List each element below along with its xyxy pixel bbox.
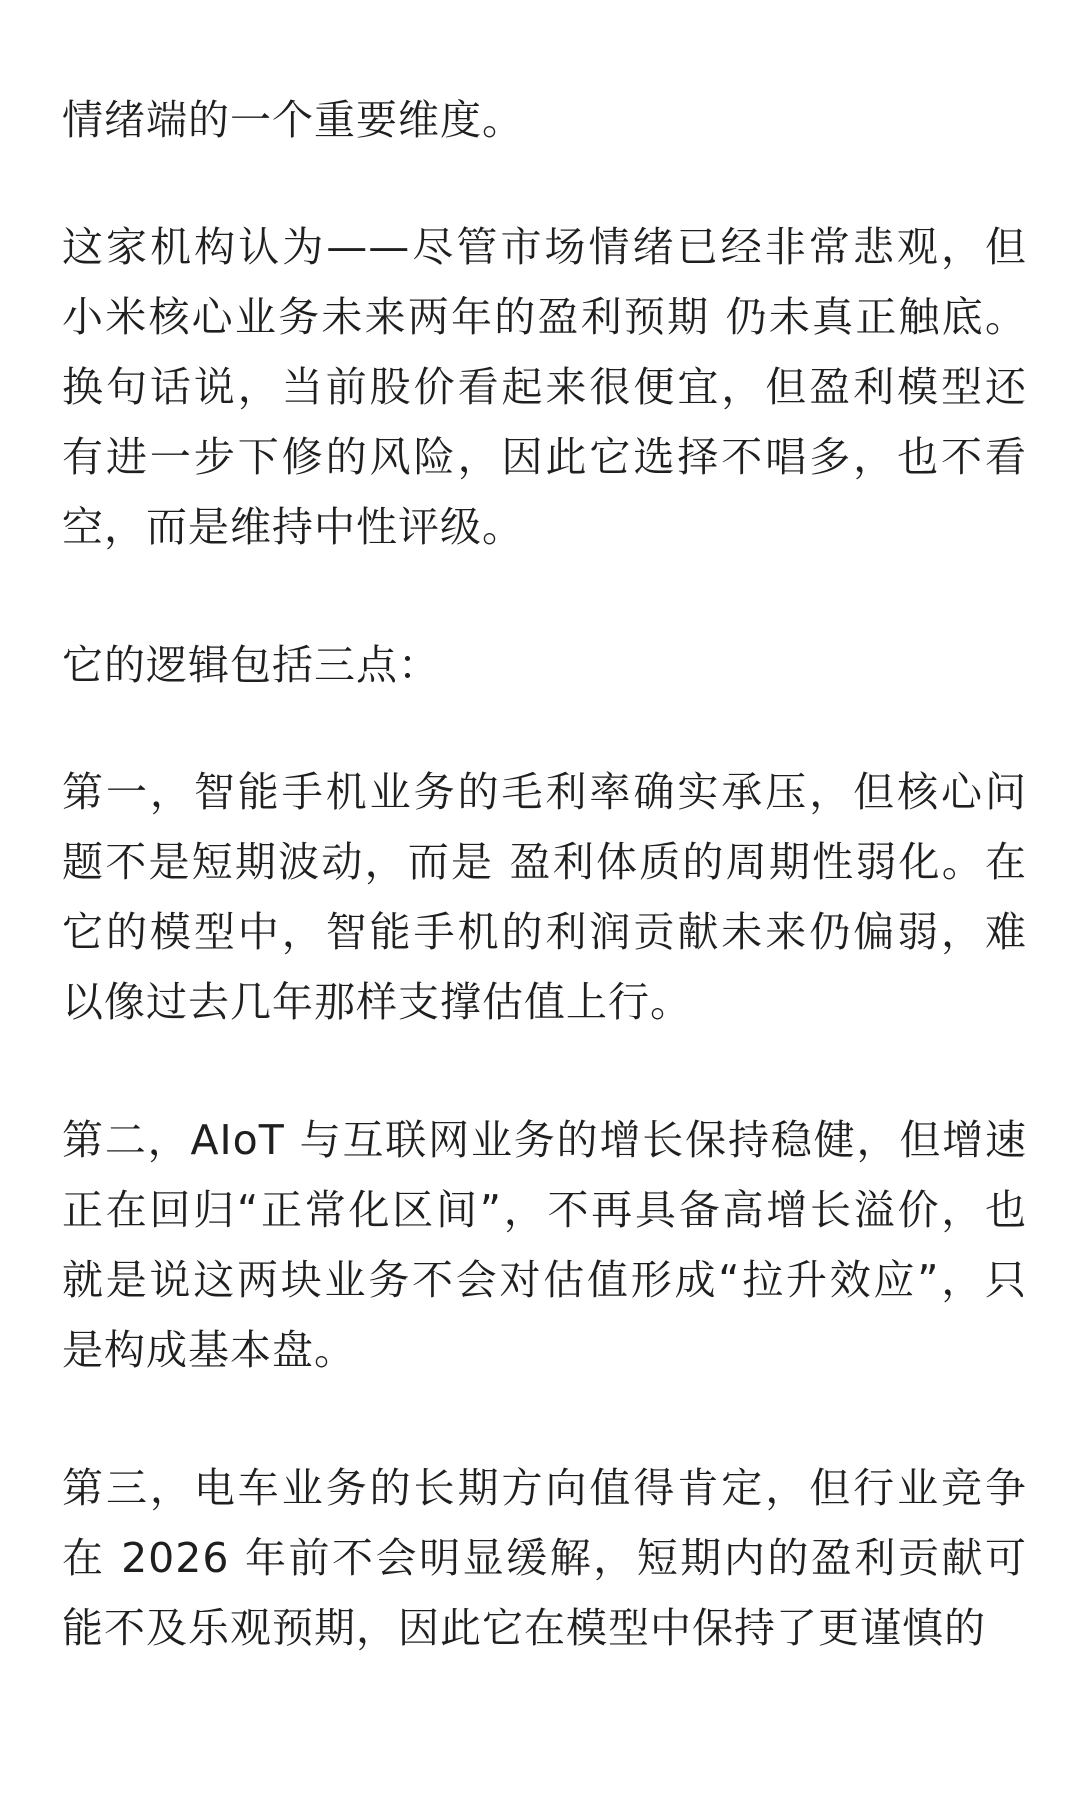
paragraph-institution-view: 这家机构认为——尽管市场情绪已经非常悲观，但小米核心业务未来两年的盈利预期 仍未真正触底。换句话说，当前股价看起来很便宜，但盈利模型还有进一步下修的风险，因此它选择不唱多，也不看空，而是维持中性评级。 — [62, 223, 1027, 551]
paragraph-point-three: 第三，电车业务的长期方向值得肯定，但行业竞争在 2026 年前不会明显缓解，短期内的盈利贡献可能不及乐观预期，因此它在模型中保持了更谨慎的 — [62, 1464, 1027, 1652]
paragraph-logic-heading: 它的逻辑包括三点： — [62, 641, 440, 689]
paragraph-intro-tail: 情绪端的一个重要维度。 — [62, 96, 524, 144]
paragraph-point-two: 第二，AIoT 与互联网业务的增长保持稳健，但增速正在回归“正常化区间”，不再具备高增长溢价，也就是说这两块业务不会对估值形成“拉升效应”，只是构成基本盘。 — [62, 1116, 1027, 1374]
paragraph-point-one: 第一，智能手机业务的毛利率确实承压，但核心问题不是短期波动，而是 盈利体质的周期性弱化。在它的模型中，智能手机的利润贡献未来仍偏弱，难以像过去几年那样支撑估值上行。 — [62, 768, 1027, 1026]
